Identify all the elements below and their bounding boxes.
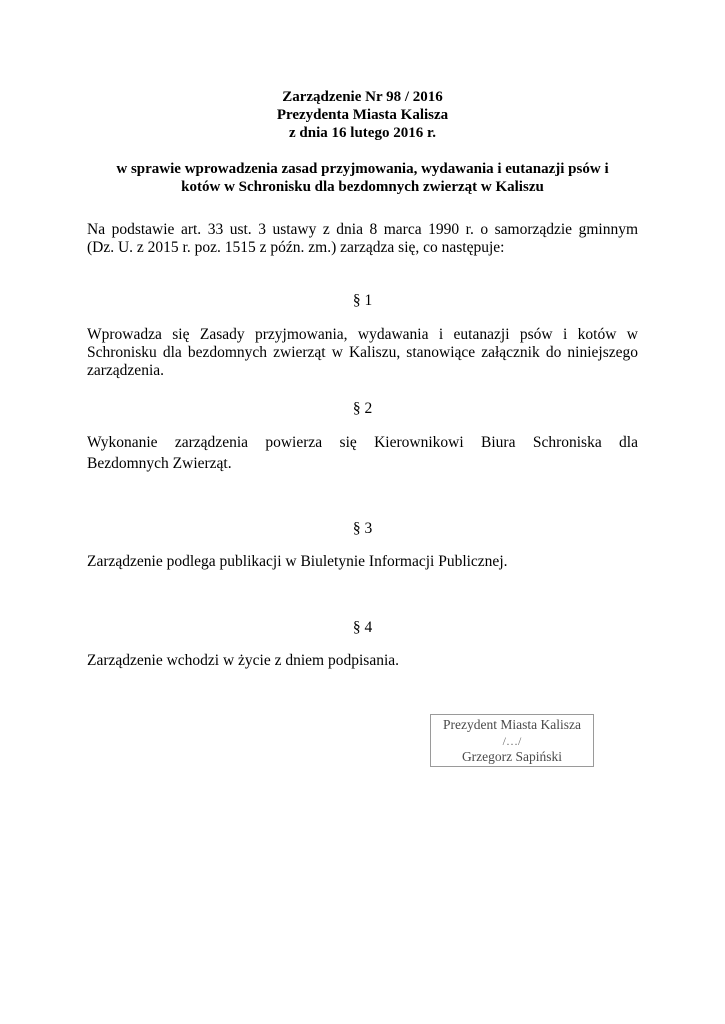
preamble-paragraph (87, 221, 638, 257)
section-2-line-1: Wykonanie zarządzenia powierza się Kierownikowi Biura Schroniska dla (87, 434, 638, 451)
section-1-paragraph (87, 326, 638, 380)
section-1-line-3: zarządzenia. (87, 362, 165, 379)
document-heading (0, 88, 725, 142)
title-line-number: Zarządzenie Nr 98 / 2016 (282, 89, 443, 105)
stamp-signature-placeholder: /…/ (502, 734, 522, 748)
title-line-date: z dnia 16 lutego 2016 r. (289, 125, 436, 141)
preamble-line-2: (Dz. U. z 2015 r. poz. 1515 z późn. zm.) zarządza się, co następuje: (87, 239, 505, 256)
section-2-paragraph (87, 434, 638, 473)
section-2-line-2: Bezdomnych Zwierząt. (87, 455, 232, 472)
section-3-paragraph (87, 553, 638, 571)
stamp-title: Prezydent Miasta Kalisza (443, 717, 581, 732)
signature-stamp (430, 714, 594, 767)
stamp-signatory-name: Grzegorz Sapiński (461, 749, 563, 764)
section-mark-3: § 3 (352, 520, 373, 537)
section-mark-2: § 2 (352, 400, 373, 417)
subject-line-1: w sprawie wprowadzenia zasad przyjmowania, wydawania i eutanazji psów i (116, 161, 609, 177)
section-1-line-1: Wprowadza się Zasady przyjmowania, wydawania i eutanazji psów i kotów w (87, 326, 638, 343)
title-line-issuer: Prezydenta Miasta Kalisza (276, 107, 449, 123)
section-4-paragraph (87, 652, 638, 670)
section-mark-1: § 1 (352, 292, 373, 309)
section-mark-4: § 4 (352, 619, 373, 636)
section-3-line-1: Zarządzenie podlega publikacji w Biuletynie Informacji Publicznej. (87, 553, 508, 570)
subject-line-2: kotów w Schronisku dla bezdomnych zwierząt w Kaliszu (181, 179, 544, 195)
preamble-line-1: Na podstawie art. 33 ust. 3 ustawy z dnia 8 marca 1990 r. o samorządzie gminnym (87, 221, 638, 238)
section-4-line-1: Zarządzenie wchodzi w życie z dniem podpisania. (87, 652, 400, 669)
section-1-line-2: Schronisku dla bezdomnych zwierząt w Kaliszu, stanowiące załącznik do niniejszego (87, 344, 638, 361)
document-subject (60, 160, 665, 196)
